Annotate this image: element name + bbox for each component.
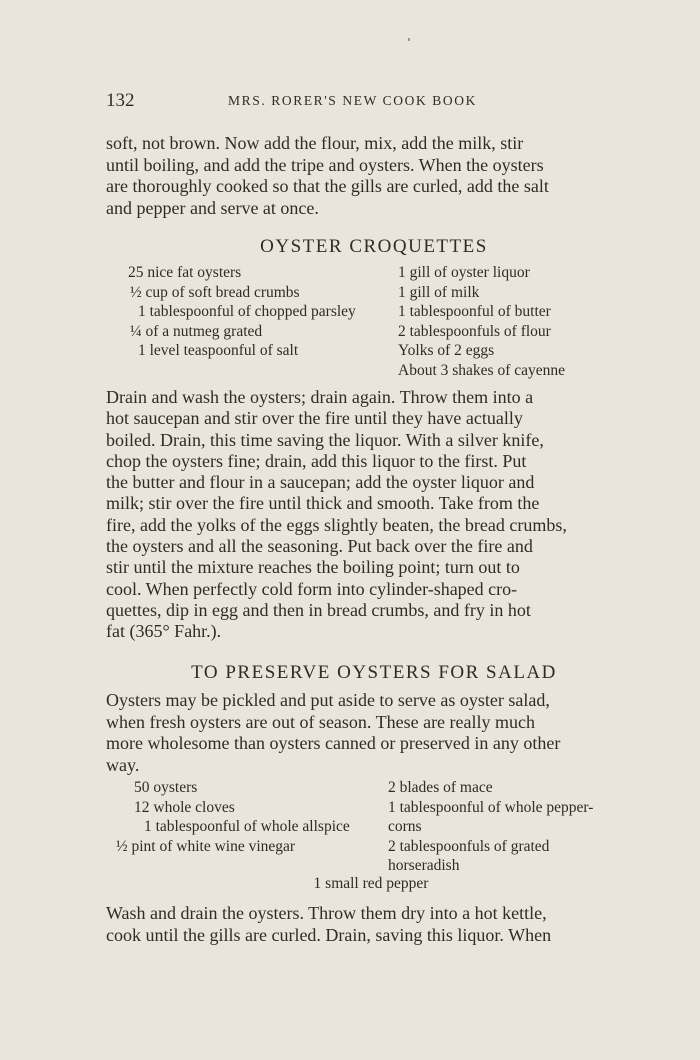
preserve-method-paragraph bbox=[106, 903, 634, 946]
text-line: the oysters and all the seasoning. Put back over the fire and bbox=[106, 536, 533, 557]
ingredient: 1 gill of oyster liquor bbox=[398, 264, 530, 281]
ingredient: 1 level teaspoonful of salt bbox=[138, 342, 299, 359]
preserve-ingredients-right bbox=[388, 778, 610, 876]
ingredient: ¼ of a nutmeg grated bbox=[130, 322, 263, 340]
text-line: when fresh oysters are out of season. These are really much bbox=[106, 711, 536, 732]
text-line: fire, add the yolks of the eggs slightly beaten, the bread crumbs, bbox=[106, 514, 567, 535]
text-line: and pepper and serve at once. bbox=[106, 197, 319, 218]
text-line: boiled. Drain, this time saving the liquor. With a silver knife, bbox=[106, 429, 544, 450]
running-head: MRS. RORER'S NEW COOK BOOK bbox=[228, 93, 477, 108]
ingredient: 25 nice fat oysters bbox=[128, 264, 242, 281]
text-line: until boiling, and add the tripe and oysters. When the oysters bbox=[106, 154, 544, 175]
ingredient-text: 1 tablespoonful of whole allspice bbox=[144, 818, 350, 835]
text-line: more wholesome than oysters canned or preserved in any other bbox=[106, 733, 561, 753]
ingredient: 2 blades of mace bbox=[388, 779, 493, 796]
page-header bbox=[106, 90, 636, 114]
ingredient bbox=[134, 817, 380, 837]
text-line: quettes, dip in egg and then in bread crumbs, and fry in hot bbox=[106, 599, 531, 620]
ingredient: 50 oysters bbox=[134, 779, 198, 796]
ingredient: Yolks of 2 eggs bbox=[398, 342, 495, 359]
text-line: cool. When perfectly cold form into cylinder-shaped cro- bbox=[106, 578, 518, 599]
ingredient bbox=[388, 798, 610, 837]
ingredient bbox=[128, 302, 376, 322]
text-line: way. bbox=[106, 754, 140, 775]
text-line: Wash and drain the oysters. Throw them dry into a hot kettle, bbox=[106, 903, 547, 923]
ingredient: About 3 shakes of cayenne bbox=[398, 361, 566, 379]
recipe-title-preserve-oysters: TO PRESERVE OYSTERS FOR SALAD bbox=[191, 662, 557, 683]
text-line: the butter and flour in a saucepan; add the oyster liquor and bbox=[106, 472, 535, 493]
text-line: hot saucepan and stir over the fire until they have actually bbox=[106, 408, 523, 429]
text-line: cook until the gills are curled. Drain, saving this liquor. When bbox=[106, 924, 552, 945]
text-line: soft, not brown. Now add the flour, mix, add the milk, stir bbox=[106, 133, 524, 153]
paper-speck bbox=[408, 38, 410, 41]
intro-paragraph bbox=[106, 133, 634, 219]
text-line: stir until the mixture reaches the boiling point; turn out to bbox=[106, 557, 520, 578]
ingredient: ½ cup of soft bread crumbs bbox=[130, 283, 300, 301]
ingredient: 1 gill of milk bbox=[398, 283, 480, 301]
croquettes-ingredients-right bbox=[398, 263, 620, 380]
ingredient-text: 1 tablespoonful of whole pepper-corns bbox=[388, 798, 594, 835]
ingredient bbox=[388, 837, 610, 876]
page-number: 132 bbox=[106, 90, 135, 111]
text-line: Drain and wash the oysters; drain again. Throw them into a bbox=[106, 387, 534, 407]
text-line: fat (365° Fahr.). bbox=[106, 621, 222, 642]
text-line: chop the oysters fine; drain, add this liquor to the first. Put bbox=[106, 450, 527, 471]
ingredient-text: 1 tablespoonful of chopped parsley bbox=[138, 303, 356, 320]
text-line: are thoroughly cooked so that the gills are curled, add the salt bbox=[106, 176, 549, 196]
ingredient-text: 2 tablespoonfuls of grated horseradish bbox=[388, 837, 550, 874]
croquettes-ingredients-left bbox=[128, 263, 376, 361]
ingredient: ½ pint of white wine vinegar bbox=[116, 837, 296, 855]
centered-ingredient: 1 small red pepper bbox=[313, 875, 429, 892]
text-line: milk; stir over the fire until thick and smooth. Take from the bbox=[106, 493, 540, 514]
ingredient: 12 whole cloves bbox=[134, 798, 235, 816]
text-line: Oysters may be pickled and put aside to serve as oyster salad, bbox=[106, 690, 550, 710]
croquettes-method-paragraph bbox=[106, 387, 634, 643]
ingredient: 2 tablespoonfuls of flour bbox=[398, 322, 551, 340]
preserve-intro-paragraph bbox=[106, 690, 634, 776]
ingredient: 1 tablespoonful of butter bbox=[398, 303, 551, 320]
preserve-ingredients-left bbox=[116, 778, 380, 856]
recipe-title-oyster-croquettes: OYSTER CROQUETTES bbox=[260, 236, 488, 257]
